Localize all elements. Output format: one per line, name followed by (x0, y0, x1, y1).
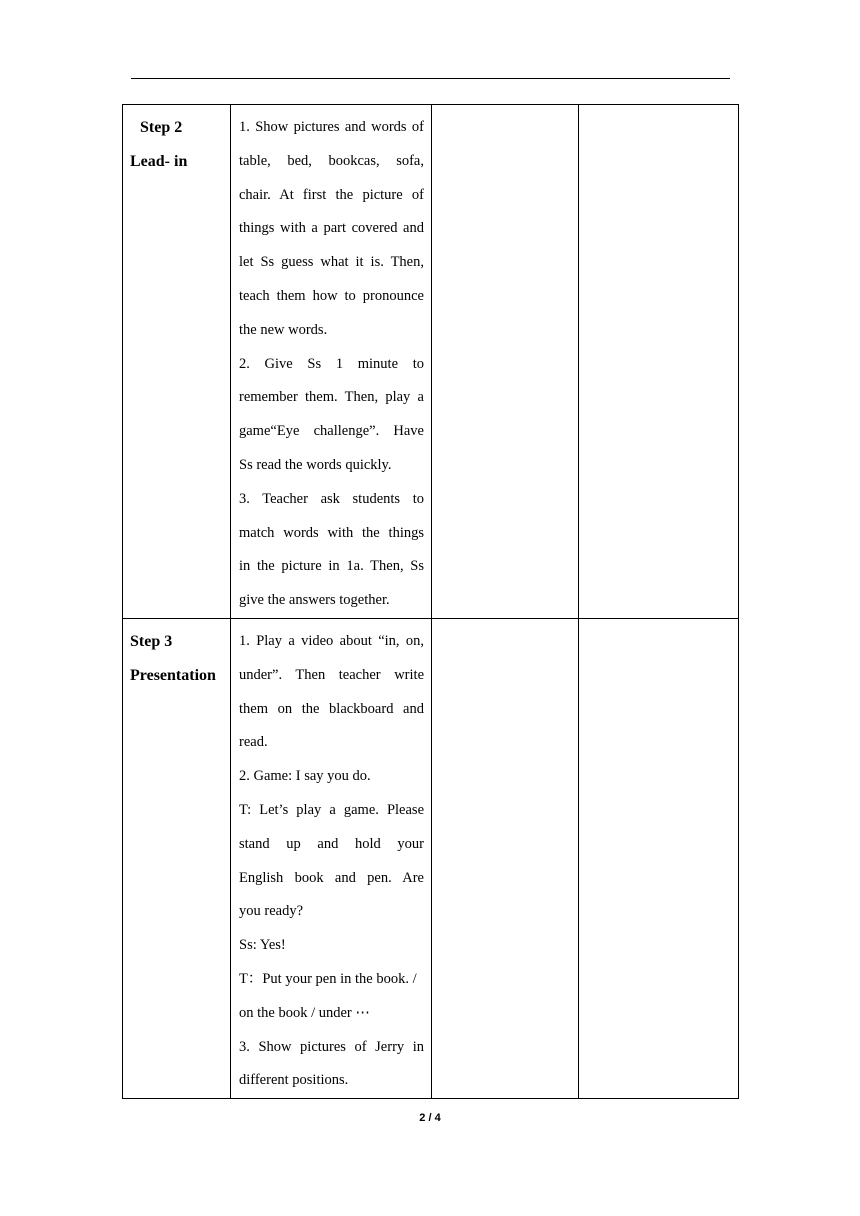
table-row (123, 105, 739, 619)
activity-line: things with a part covered and (239, 220, 424, 237)
activity-line: 1. Show pictures and words of (239, 119, 424, 135)
step-title: Lead- in (130, 153, 188, 170)
empty-cell (579, 618, 739, 1098)
activity-line: 2. Game: I say you do. (239, 768, 371, 785)
activity-line: in the picture in 1a. Then, Ss (239, 558, 424, 575)
header-rule (131, 78, 730, 79)
activity-line: T: Let’s play a game. Please (239, 801, 424, 818)
activity-line: match words with the things (239, 524, 424, 541)
activity-cell (231, 105, 432, 619)
step-cell (123, 618, 231, 1098)
activity-line: them on the blackboard and (239, 700, 424, 717)
empty-cell (579, 105, 739, 619)
step-number: Step 2 (140, 119, 183, 136)
activity-line: Ss: Yes! (239, 937, 286, 954)
activity-cell (231, 618, 432, 1098)
page-number: 2 / 4 (419, 1112, 441, 1124)
activity-line: chair. At first the picture of (239, 186, 424, 203)
lesson-plan-table (122, 104, 739, 1099)
activity-line: under”. Then teacher write (239, 666, 424, 683)
activity-line: 3. Teacher ask students to (239, 490, 424, 507)
activity-line: you ready? (239, 903, 304, 920)
activity-line: different positions. (239, 1072, 349, 1089)
activity-line: 3. Show pictures of Jerry in (239, 1038, 424, 1055)
step-number: Step 3 (130, 632, 173, 650)
activity-line: give the answers together. (239, 592, 390, 609)
step-cell (123, 105, 231, 619)
activity-line: table, bed, bookcas, sofa, (239, 152, 424, 169)
activity-line: remember them. Then, play a (239, 389, 424, 406)
empty-cell (432, 105, 579, 619)
activity-line: 2. Give Ss 1 minute to (239, 355, 424, 372)
activity-line: game“Eye challenge”. Have (239, 423, 424, 440)
activity-line: Ss read the words quickly. (239, 456, 392, 473)
activity-line: read. (239, 734, 268, 751)
activity-line: T：Put your pen in the book. / (239, 970, 417, 987)
activity-line: English book and pen. Are (239, 869, 424, 886)
table-row (123, 618, 739, 1098)
activity-line: the new words. (239, 321, 328, 338)
step-title: Presentation (130, 666, 216, 684)
activity-line: stand up and hold your (239, 835, 424, 852)
activity-line: teach them how to pronounce (239, 287, 424, 304)
activity-line: 1. Play a video about “in, on, (239, 632, 424, 649)
activity-line: on the book / under ⋯ (239, 1004, 370, 1021)
empty-cell (432, 618, 579, 1098)
activity-line: let Ss guess what it is. Then, (239, 254, 424, 271)
